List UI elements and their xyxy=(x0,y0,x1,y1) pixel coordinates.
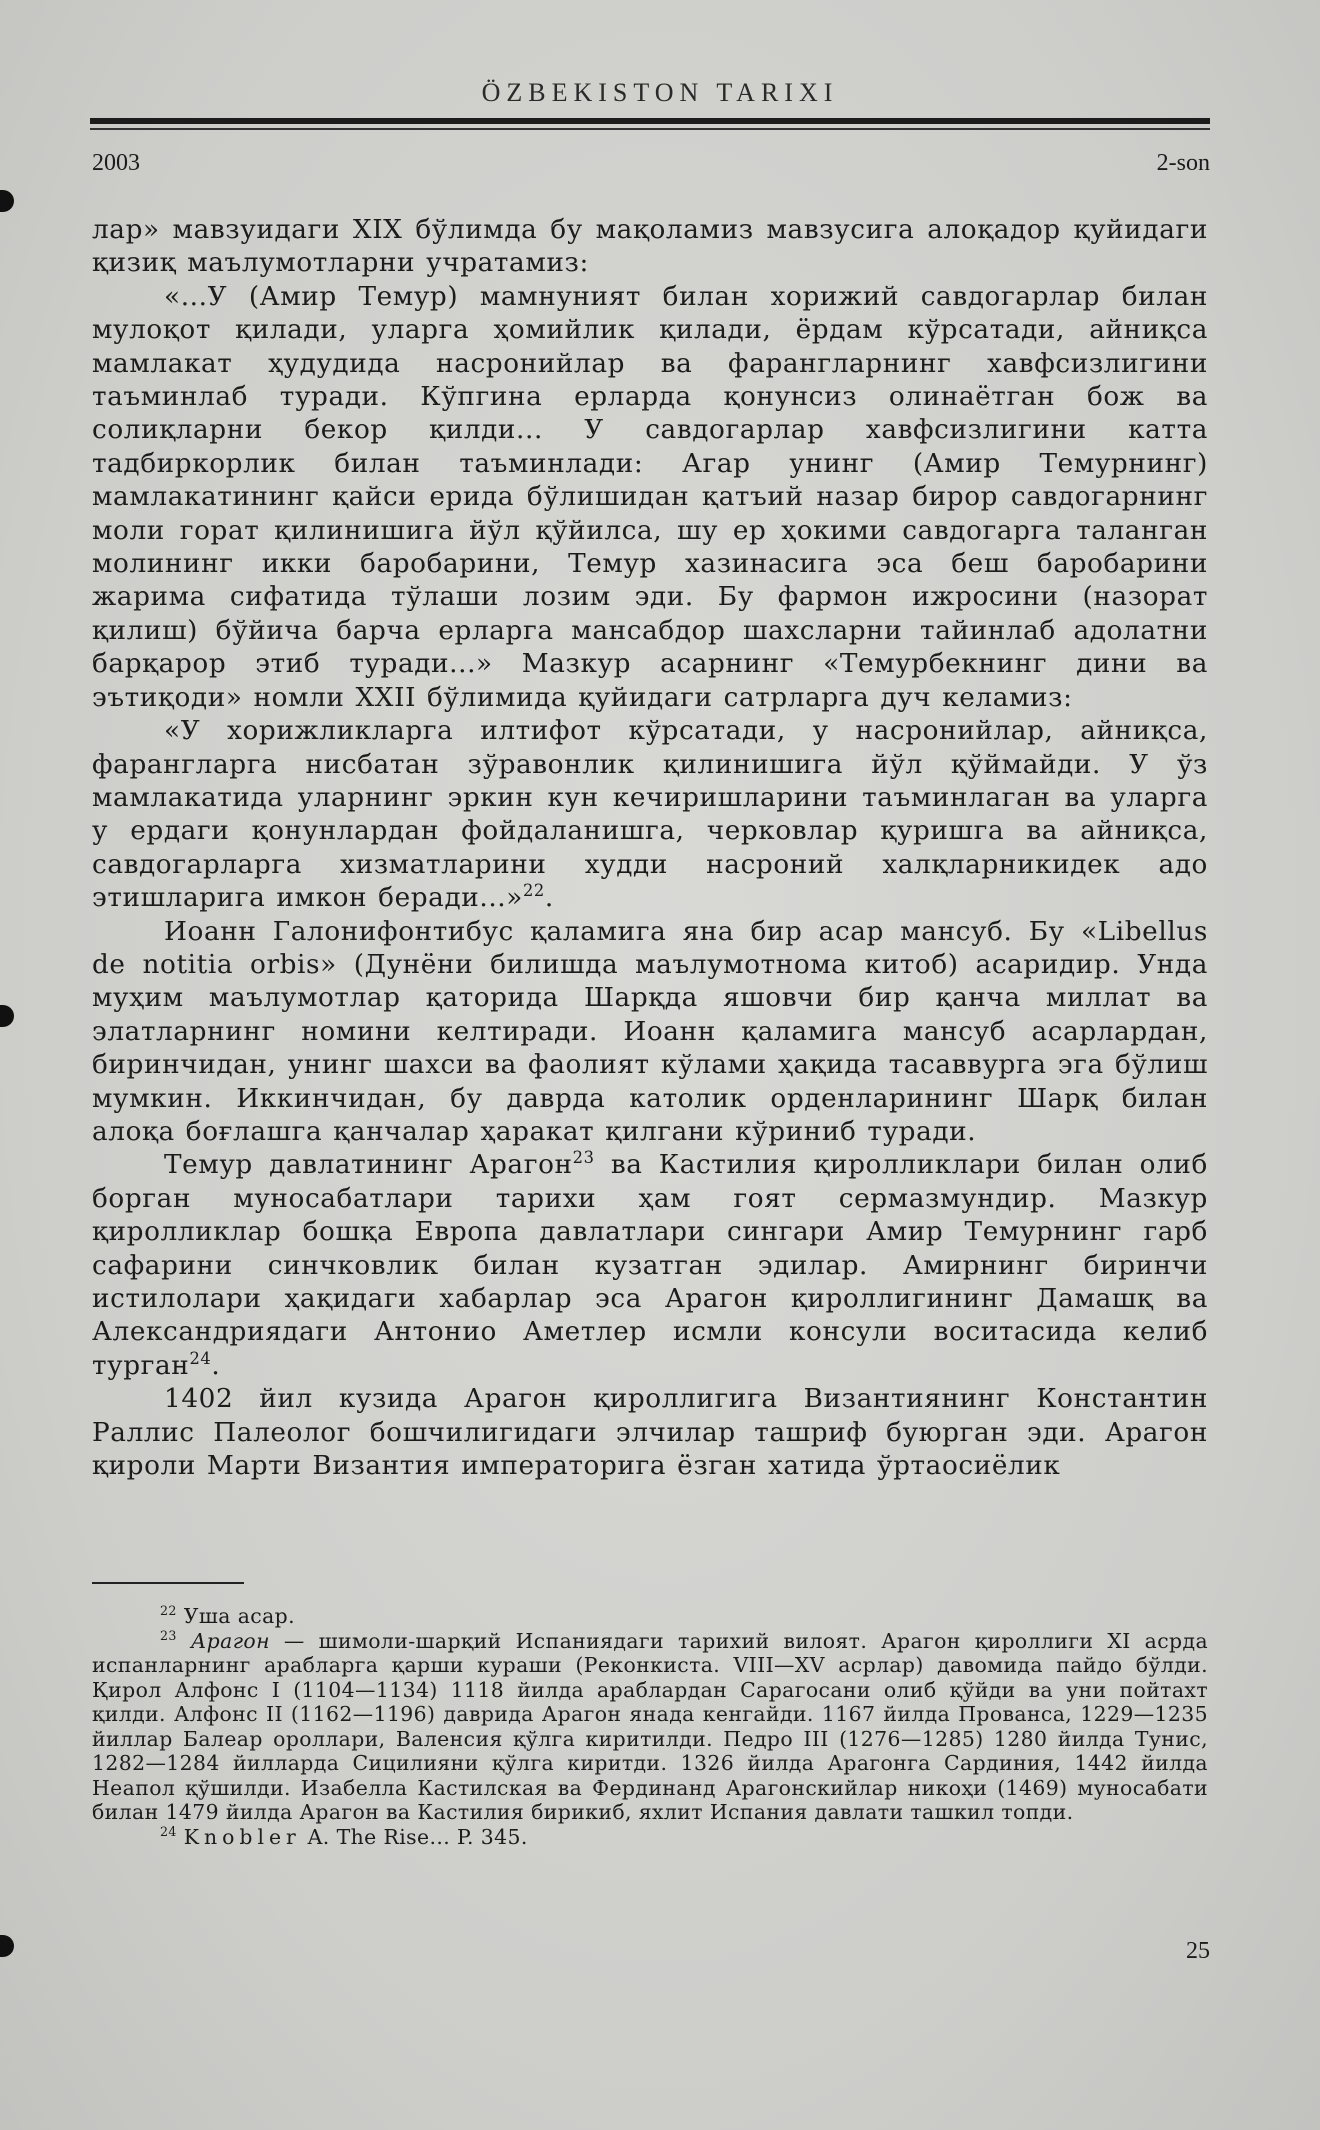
paragraph: 1402 йил кузида Арагон қироллигига Византиянинг Константин Раллис Палеолог бошчилигидаги элчилар ташриф буюрган эди. Арагон қироли Марти Византия императорига ёзган хатида ўртаосиёлик xyxy=(92,1384,1208,1482)
footnote-text: A. The Rise... P. 345. xyxy=(300,1824,528,1849)
paragraph-quote: «...У (Амир Темур) мамнуният билан хорижий савдогарлар билан мулоқот қилади, уларга ҳомийлик қилади, ёрдам кўрсатади, айниқса мамлакат ҳудудида насронийлар ва фарангларнинг хавфсизлигини таъминлаб туради. Кўпгина ерларда қонунсиз олинаётган бож ва солиқларни бекор қилди... У савдогарлар хавфсизлигини катта тадбиркорлик билан таъминлади: Агар унинг (Амир Темурнинг) мамлакатининг қайси ерида бўлишидан қатъий назар бирор савдогарнинг моли горат қилинишига йўл қўйилса, шу ер ҳокими савдогарга таланган молининг икки баробарини, Темур хазинасига эса беш баробарини жарима сифатида тўлаши лозим эди. Бу фармон ижросини (назорат қилиш) бўйича барча ерларга мансабдор шахсларни тайинлаб адолатни барқарор этиб туради...» Мазкур асарнинг «Темурбекнинг дини ва эътиқоди» номли XXII бўлимида қуйидаги сатрларга дуч келамиз: xyxy=(92,281,1208,713)
header-year: 2003 xyxy=(92,150,140,176)
paragraph xyxy=(92,1149,1208,1383)
paragraph-text: ва Кастилия қиролликлари билан олиб борган муносабатлари тарихи ҳам гоят сермазмундир. Мазкур қиролликлар бошқа Европа давлатлари сингари Амир Темурнинг гарб сафарини синчковлик билан кузатган эдилар. Амирнинг биринчи истилолари ҳақидаги хабарлар эса Арагон қироллигининг Дамашқ ва Александриядаги Антонио Аметлер исмли консули воситасида келиб турган xyxy=(92,1150,1208,1381)
header-rule-thin xyxy=(90,128,1210,130)
footnote-text: — шимоли-шарқий Испаниядаги тарихий вилоят. Арагон қироллиги XI асрда испанларнинг арабларга қарши кураши (Реконкиста. VIII—XV асрлар) давомида пайдо бўлди. Қирол Алфонс I (1104—1134) 1118 йилда араблардан Сарагосани олиб қўйди ва уни пойтахт қилди. Алфонс II (1162—1196) даврида Арагон янада кенгайди. 1167 йилда Прованса, 1229—1235 йиллар Балеар ороллари, Валенсия қўлга киритилди. Педро III (1276—1285) 1280 йилда Тунис, 1282—1284 йилларда Сицилияни қўлга киритди. 1326 йилда Арагонга Сардиния, 1442 йилда Неапол қўшилди. Изабелла Кастилская ва Фердинанд Арагонскийлар никоҳи (1469) муносабати билан 1479 йилда Арагон ва Кастилия бирикиб, яхлит Испания давлати ташкил топди. xyxy=(92,1628,1208,1824)
footnote-term: Арагон xyxy=(190,1628,270,1653)
header-issue: 2-son xyxy=(1156,150,1210,176)
paragraph-end: . xyxy=(211,1350,221,1381)
footnote-23 xyxy=(92,1629,1208,1825)
paragraph-quote xyxy=(92,715,1208,915)
binding-hole xyxy=(0,190,14,212)
footnote-ref[interactable]: 22 xyxy=(522,881,545,901)
footnote-24 xyxy=(92,1825,1208,1850)
footnote-ref[interactable]: 23 xyxy=(572,1148,595,1168)
binding-hole xyxy=(0,1935,14,1957)
footnote-author: Knobler xyxy=(183,1824,301,1849)
article-body xyxy=(92,214,1208,1483)
footnote-22 xyxy=(92,1604,1208,1629)
header-rule-thick xyxy=(90,118,1210,124)
paragraph-text: «У хорижликларга илтифот кўрсатади, у насронийлар, айниқса, фарангларга нисбатан зўравонлик қилинишига йўл қўймайди. У ўз мамлакатида уларнинг эркин кун кечиришларини таъминлаган ва уларга у ердаги қонунлардан фойдаланишга, черковлар қуришга ва айниқса, савдогарларга хизматларини худди насроний халқларникидек адо этишларига имкон беради...» xyxy=(92,716,1208,914)
footnote-number: 24 xyxy=(160,1823,177,1839)
paragraph-text: Темур давлатининг Арагон xyxy=(164,1150,573,1181)
paragraph-end: . xyxy=(544,883,554,914)
footnote-ref[interactable]: 24 xyxy=(189,1349,212,1369)
binding-hole xyxy=(0,1005,14,1027)
paragraph: лар» мавзуидаги XIX бўлимда бу мақоламиз мавзусига алоқадор қуйидаги қизиқ маълумотларни учратамиз: xyxy=(92,215,1208,279)
paragraph: Иоанн Галонифонтибус қаламига яна бир асар мансуб. Бу «Libellus de notitia orbis» (Дунёни билишда маълумотнома китоб) асаридир. Унда муҳим маълумотлар қаторида Шарқда яшовчи бир қанча миллат ва элатларнинг номини келтиради. Иоанн қаламига мансуб асарлардан, биринчидан, унинг шахси ва фаолият кўлами ҳақида тасаввурга эга бўлиш мумкин. Иккинчидан, бу даврда католик орденларининг Шарқ билан алоқа боғлашга қанчалар ҳаракат қилгани кўриниб туради. xyxy=(92,916,1208,1147)
page-number: 25 xyxy=(1186,1938,1210,1964)
footnote-text: Уша асар. xyxy=(183,1604,295,1628)
footnotes xyxy=(92,1604,1208,1849)
footnote-rule xyxy=(92,1582,244,1584)
journal-title: ÖZBEKISTON TARIXI xyxy=(481,78,839,107)
footnote-number: 23 xyxy=(160,1627,177,1643)
footnote-number: 22 xyxy=(160,1603,177,1619)
